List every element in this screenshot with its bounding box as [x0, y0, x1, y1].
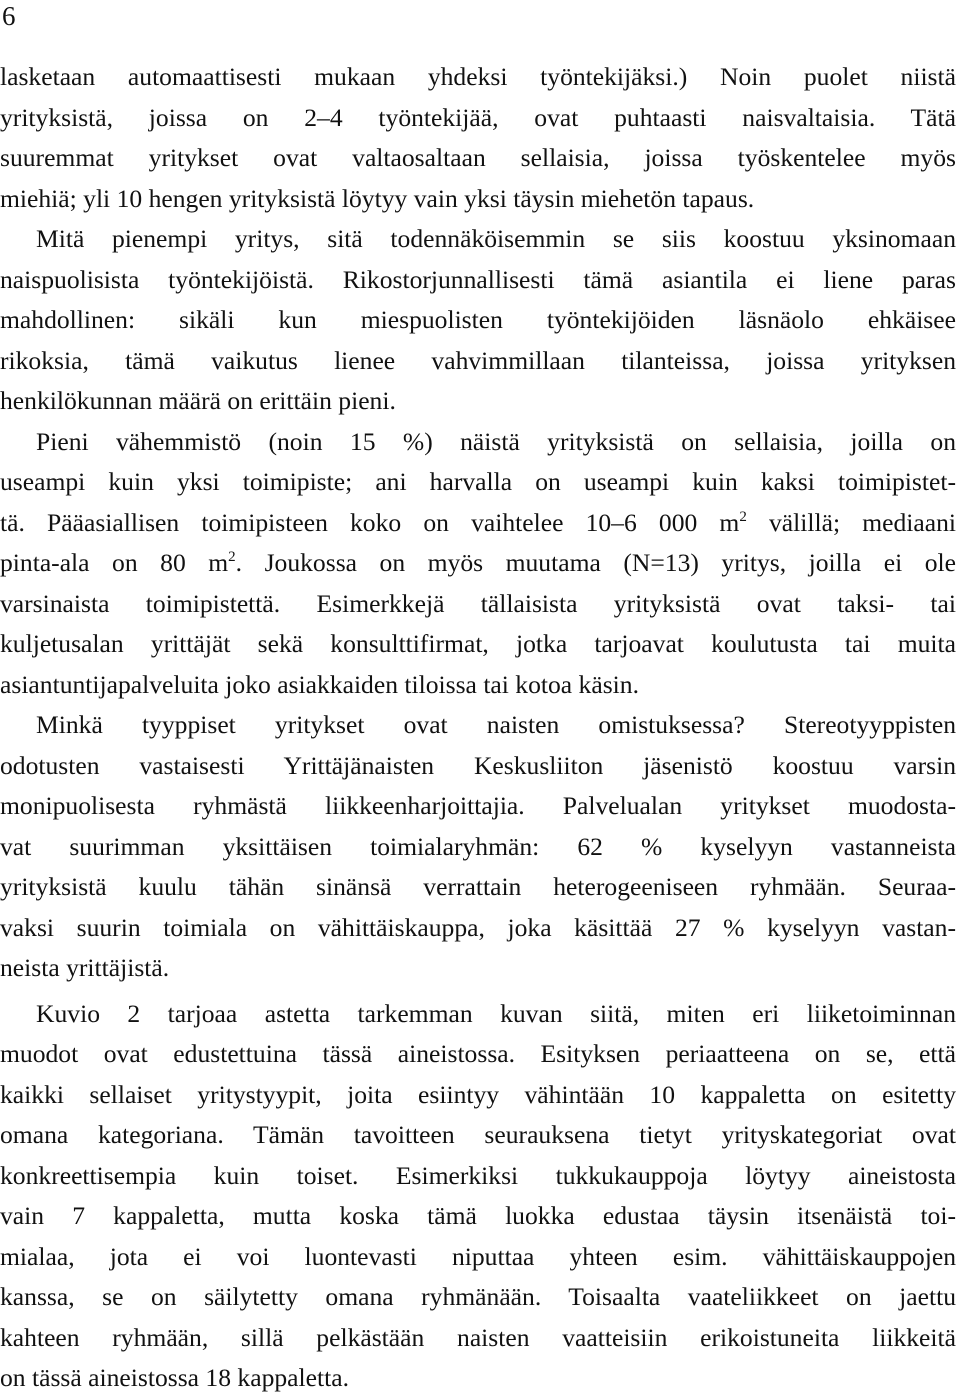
text-line: konkreettisempia kuin toiset. Esimerkiksi tukkukauppoja löytyy aineistosta: [0, 1160, 956, 1190]
text-segment: . Joukossa on myös muutama (N=13) yritys, joilla ei ole: [235, 548, 956, 577]
text-line: omana kategoriana. Tämän tavoitteen seurauksena tietyt yrityskategoriat ovat: [0, 1120, 956, 1149]
text-line: [0, 543, 956, 584]
text-line: kahteen ryhmään, sillä pelkästään naisten vaatteisiin erikoistuneita liikkeitä: [0, 1322, 956, 1352]
text-segment: välillä; mediaani: [746, 507, 956, 537]
text-line: odotusten vastaisesti Yrittäjänaisten Keskusliiton jäsenistö koostuu varsin: [0, 750, 956, 780]
text-segment: tä. Pääasiallisen toimipisteen koko on vaihtelee 10–6 000 m: [0, 507, 740, 537]
text-line: vat suurimman yksittäisen toimialaryhmän: 62 % kyselyyn vastanneista: [0, 831, 956, 861]
text-line: kaikki sellaiset yritystyypit, joita esiintyy vähintään 10 kappaletta on esitetty: [0, 1079, 956, 1109]
text-line: on tässä aineistossa 18 kappaletta.: [0, 1363, 349, 1392]
text-line: Kuvio 2 tarjoaa astetta tarkemman kuvan siitä, miten eri liiketoiminnan: [36, 998, 956, 1028]
text-line: yrityksistä kuulu tähän sinänsä verrattain heterogeeniseen ryhmään. Seuraa-: [0, 872, 956, 901]
superscript: 2: [228, 549, 236, 565]
document-body: [0, 57, 956, 1399]
text-line: mialaa, jota ei voi luontevasti niputtaa yhteen esim. vähittäiskauppojen: [0, 1241, 956, 1271]
text-line: miehiä; yli 10 hengen yrityksistä löytyy vain yksi täysin miehetön tapaus.: [0, 183, 755, 213]
text-line: muodot ovat edustettuina tässä aineistossa. Esityksen periaatteena on se, että: [0, 1039, 956, 1068]
text-line: monipuolisesta ryhmästä liikkeenharjoittajia. Palvelualan yritykset muodosta-: [0, 791, 956, 820]
text-line: Mitä pienempi yritys, sitä todennäköisemmin se siis koostuu yksinomaan: [36, 224, 956, 253]
text-line: kuljetusalan yrittäjät sekä konsulttifirmat, jotka tarjoavat koulutusta tai muita: [0, 629, 956, 658]
superscript: 2: [739, 508, 747, 525]
text-line: [0, 503, 956, 544]
text-line: henkilökunnan määrä on erittäin pieni.: [0, 386, 396, 415]
text-line: vain 7 kappaletta, mutta koska tämä luokka edustaa täysin itsenäistä toi-: [0, 1201, 956, 1230]
text-line: suuremmat yritykset ovat valtaosaltaan sellaisia, joissa työskentelee myös: [0, 143, 956, 172]
text-line: Minkä tyyppiset yritykset ovat naisten omistuksessa? Stereotyyppisten: [36, 710, 956, 739]
page-number: 6: [2, 1, 16, 31]
text-line: Pieni vähemmistö (noin 15 %) näistä yrityksistä on sellaisia, joilla on: [36, 426, 956, 456]
text-line: yrityksistä, joissa on 2–4 työntekijää, ovat puhtaasti naisvaltaisia. Tätä: [0, 102, 956, 132]
text-line: asiantuntijapalveluita joko asiakkaiden tiloissa tai kotoa käsin.: [0, 669, 639, 699]
text-segment: pinta-ala on 80 m: [0, 548, 229, 577]
text-line: naispuolisista työntekijöistä. Rikostorjunnallisesti tämä asiantila ei liene paras: [0, 264, 956, 294]
text-line: kanssa, se on säilytetty omana ryhmänään. Toisaalta vaateliikkeet on jaettu: [0, 1282, 956, 1311]
text-line: varsinaista toimipistettä. Esimerkkejä tällaisista yrityksistä ovat taksi- tai: [0, 588, 956, 618]
text-line: mahdollinen: sikäli kun miespuolisten työntekijöiden läsnäolo ehkäisee: [0, 305, 956, 334]
text-line: useampi kuin yksi toimipiste; ani harvalla on useampi kuin kaksi toimipistet-: [0, 467, 956, 496]
text-line: neista yrittäjistä.: [0, 953, 170, 982]
text-line: vaksi suurin toimiala on vähittäiskauppa, joka käsittää 27 % kyselyyn vastan-: [0, 912, 956, 942]
text-line: rikoksia, tämä vaikutus lienee vahvimmillaan tilanteissa, joissa yrityksen: [0, 345, 956, 375]
text-line: lasketaan automaattisesti mukaan yhdeksi työntekijäksi.) Noin puolet niistä: [0, 62, 956, 91]
